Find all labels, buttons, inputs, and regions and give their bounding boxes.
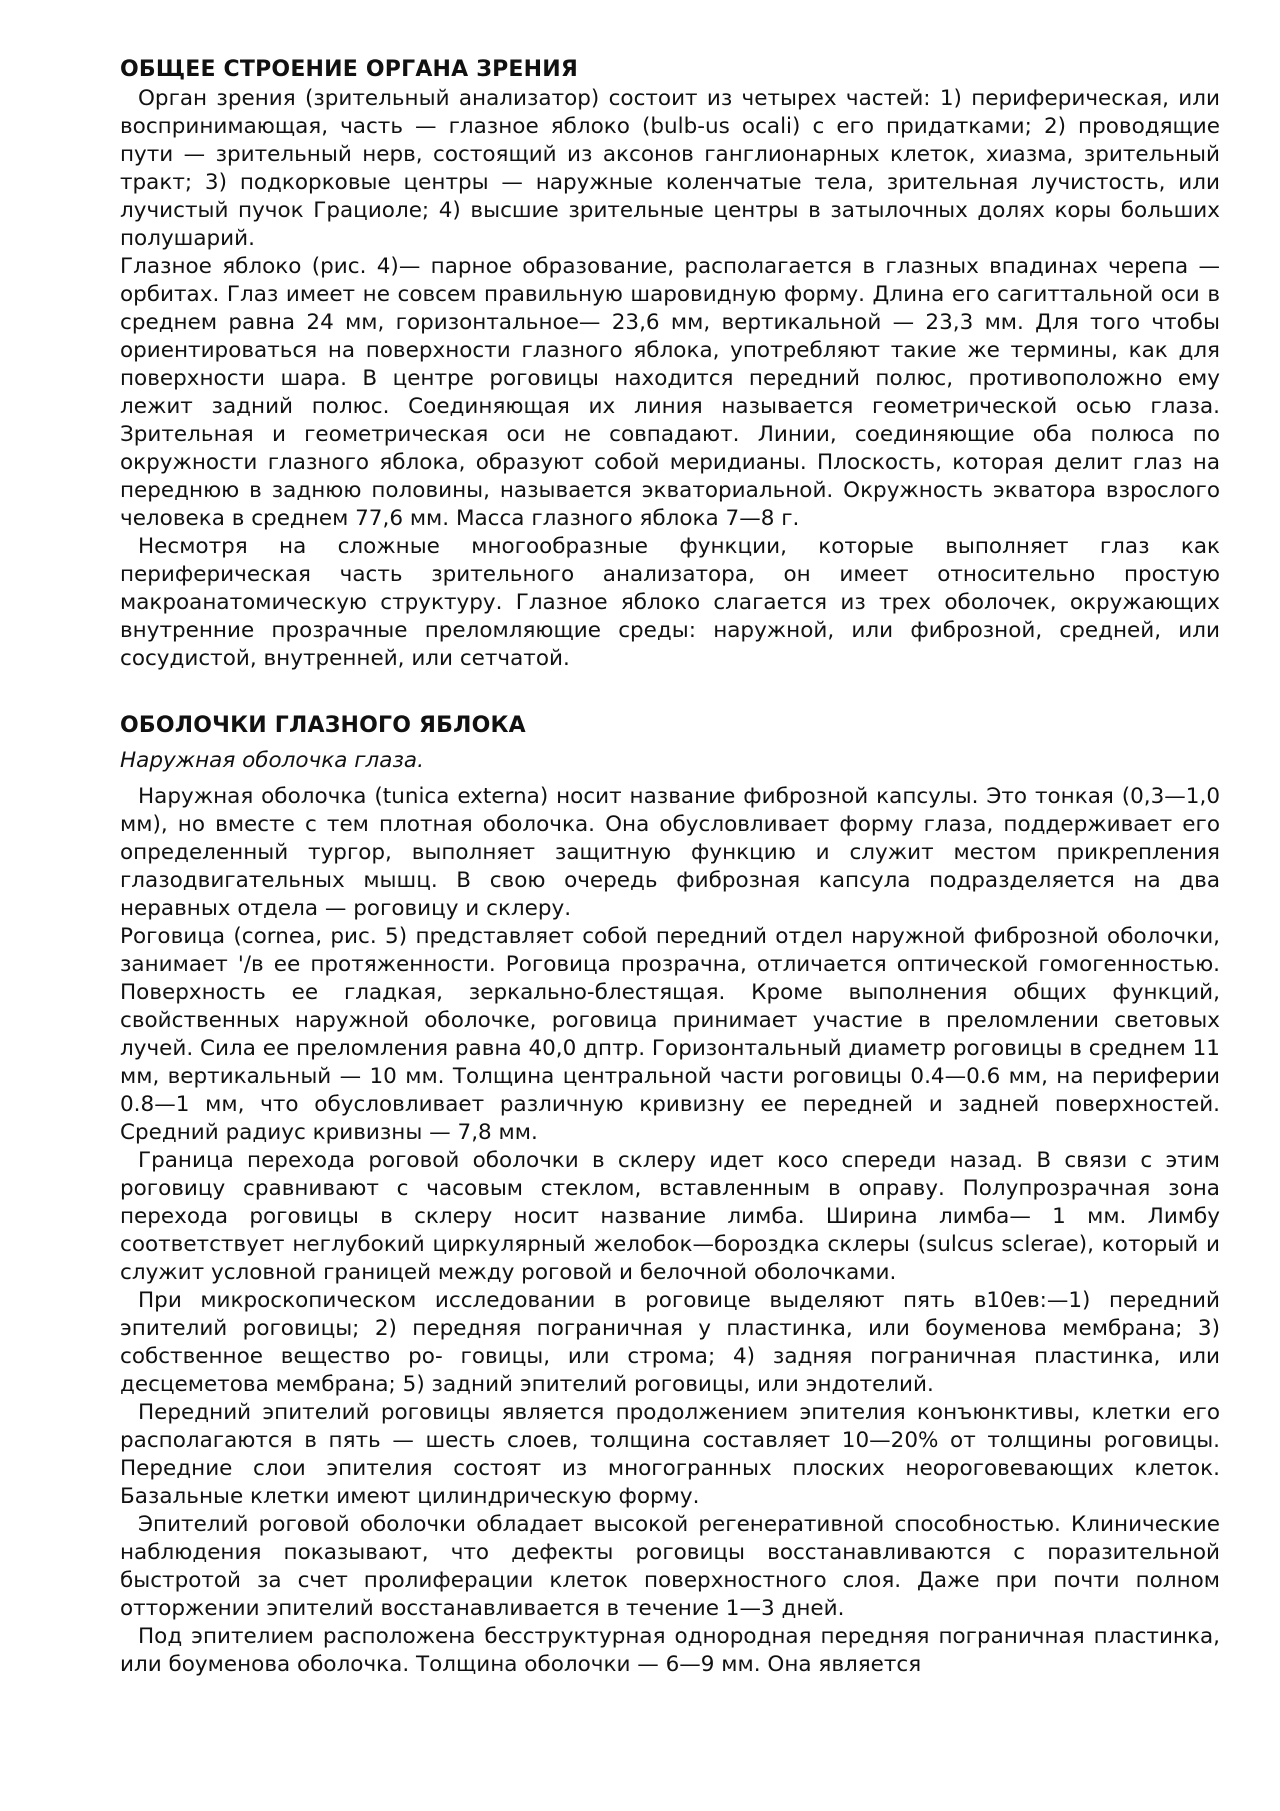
section-title: ОБЩЕЕ СТРОЕНИЕ ОРГАНА ЗРЕНИЯ [120,57,578,82]
paragraph: Граница перехода роговой оболочки в склеру идет косо спереди назад. В связи с этим роговицу сравнивают с часовым стеклом, вставленным в оправу. Полупрозрачная зона перехода роговицы в склеру носит название лимба. Ширина лимба— 1 мм. Лимбу соответствует неглубокий циркулярный желобок—бороздка склеры (sulcus sclerae), который и служит условной границей между роговой и белочной оболочками. [120,1148,1220,1285]
section-title: ОБОЛОЧКИ ГЛАЗНОГО ЯБЛОКА [120,713,526,738]
document-page [120,55,1220,1679]
paragraph: Передний эпителий роговицы является продолжением эпителия конъюнктивы, клетки его располагаются в пять — шесть слоев, толщина составляет 10—20% от толщины роговицы. Передние слои эпителия состоят из многогранных плоских неороговевающих клеток. Базальные клетки имеют цилиндрическую форму. [120,1400,1220,1509]
paragraph: Орган зрения (зрительный анализатор) состоит из четырех частей: 1) периферическая, или воспринимающая, часть — глазное яблоко (bulb-us ocali) с его придатками; 2) проводящие пути — зрительный нерв, состоящий из аксонов ганглионарных клеток, хиазма, зрительный тракт; 3) подкорковые центры — наружные коленчатые тела, зрительная лучистость, или лучистый пучок Грациоле; 4) высшие зрительные центры в затылочных долях коры больших полушарий. [120,86,1220,251]
paragraph: Под эпителием расположена бесструктурная однородная передняя пограничная пластинка, или боуменова оболочка. Толщина оболочки — 6—9 мм. Она является [120,1624,1220,1677]
paragraph: Роговица (cornea, рис. 5) представляет собой передний отдел наружной фиброзной оболочки, занимает '/в ее протяженности. Роговица прозрачна, отличается оптической гомогенностью. Поверхность ее гладкая, зеркально-блестящая. Кроме выполнения общих функций, свойственных наружной оболочке, роговица принимает участие в преломлении световых лучей. Сила ее преломления равна 40,0 дптр. Горизонтальный диаметр роговицы в среднем 11 мм, вертикальный — 10 мм. Толщина центральной части роговицы 0.4—0.6 мм, на периферии 0.8—1 мм, что обусловливает различную кривизну ее передней и задней поверхностей. Средний радиус кривизны — 7,8 мм. [120,924,1220,1145]
subsection-title: Наружная оболочка глаза. [120,748,424,773]
paragraph: При микроскопическом исследовании в роговице выделяют пять в10ев:—1) передний эпителий роговицы; 2) передняя пограничная у пластинка, или боуменова мембрана; 3) собственное вещество ро- говицы, или строма; 4) задняя пограничная пластинка, или десцеметова мембрана; 5) задний эпителий роговицы, или эндотелий. [120,1288,1220,1397]
paragraph: Наружная оболочка (tunica externa) носит название фиброзной капсулы. Это тонкая (0,3—1,0 мм), но вместе с тем плотная оболочка. Она обусловливает форму глаза, поддерживает его определенный тургор, выполняет защитную функцию и служит местом прикрепления глазодвигательных мышц. В свою очередь фиброзная капсула подразделяется на два неравных отдела — роговицу и склеру. [120,784,1220,921]
paragraph: Несмотря на сложные многообразные функции, которые выполняет глаз как периферическая часть зрительного анализатора, он имеет относительно простую макроанатомическую структуру. Глазное яблоко слагается из трех оболочек, окружающих внутренние прозрачные преломляющие среды: наружной, или фиброзной, средней, или сосудистой, внутренней, или сетчатой. [120,534,1220,671]
paragraph: Глазное яблоко (рис. 4)— парное образование, располагается в глазных впадинах черепа — орбитах. Глаз имеет не совсем правильную шаровидную форму. Длина его сагиттальной оси в среднем равна 24 мм, горизонтальное— 23,6 мм, вертикальной — 23,3 мм. Для того чтобы ориентироваться на поверхности глазного яблока, употребляют такие же термины, как для поверхности шара. В центре роговицы находится передний полюс, противоположно ему лежит задний полюс. Соединяющая их линия называется геометрической осью глаза. Зрительная и геометрическая оси не совпадают. Линии, соединяющие оба полюса по окружности глазного яблока, образуют собой меридианы. Плоскость, которая делит глаз на переднюю в заднюю половины, называется экваториальной. Окружность экватора взрослого человека в среднем 77,6 мм. Масса глазного яблока 7—8 г. [120,254,1220,531]
paragraph: Эпителий роговой оболочки обладает высокой регенеративной способностью. Клинические наблюдения показывают, что дефекты роговицы восстанавливаются с поразительной быстротой за счет пролиферации клеток поверхностного слоя. Даже при почти полном отторжении эпителий восстанавливается в течение 1—3 дней. [120,1512,1220,1621]
